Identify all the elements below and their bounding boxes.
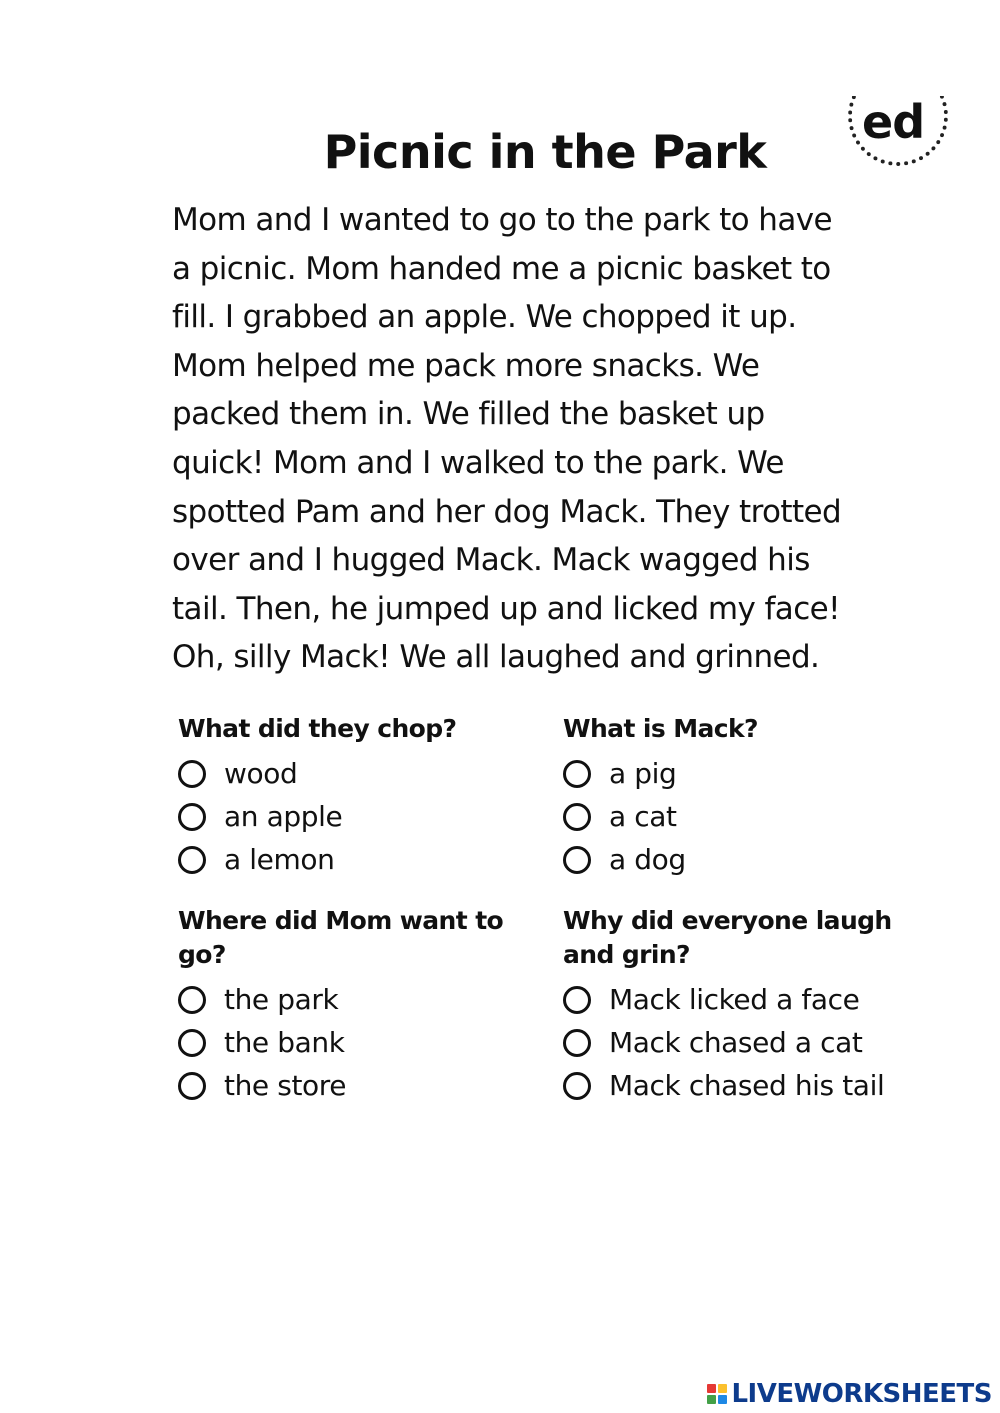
radio-circle-icon[interactable] bbox=[563, 1029, 591, 1057]
radio-circle-icon[interactable] bbox=[563, 846, 591, 874]
answer-option-an-apple[interactable] bbox=[178, 795, 538, 838]
option-label: a pig bbox=[609, 756, 677, 790]
radio-circle-icon[interactable] bbox=[178, 803, 206, 831]
option-label: Mack chased a cat bbox=[609, 1025, 863, 1059]
story-line: quick! Mom and I walked to the park. We bbox=[172, 444, 784, 481]
question-why-did-everyone-laugh bbox=[563, 904, 923, 1107]
radio-circle-icon[interactable] bbox=[178, 1029, 206, 1057]
answer-option-wood[interactable] bbox=[178, 752, 538, 795]
question-what-is-mack bbox=[563, 712, 923, 881]
answer-option-a-lemon[interactable] bbox=[178, 838, 538, 881]
radio-circle-icon[interactable] bbox=[178, 846, 206, 874]
option-label: the bank bbox=[224, 1025, 345, 1059]
option-label: Mack chased his tail bbox=[609, 1068, 885, 1102]
story-line: Mom and I wanted to go to the park to have bbox=[172, 202, 832, 238]
answer-option-a-cat[interactable] bbox=[563, 795, 923, 838]
story-line: fill. I grabbed an apple. We chopped it up. bbox=[172, 299, 797, 336]
option-label: a lemon bbox=[224, 842, 335, 876]
radio-circle-icon[interactable] bbox=[178, 1072, 206, 1100]
story-line: Mom helped me pack more snacks. We bbox=[172, 347, 760, 384]
question-text: Where did Mom want to go? bbox=[178, 906, 504, 969]
answer-option-mack-licked-a-face[interactable] bbox=[563, 978, 923, 1021]
option-label: the store bbox=[224, 1068, 347, 1102]
badge-label: ed bbox=[862, 96, 925, 149]
story-line: over and I hugged Mack. Mack wagged his bbox=[172, 542, 810, 579]
page-title: Picnic in the Park bbox=[323, 125, 767, 179]
answer-option-a-pig[interactable] bbox=[563, 752, 923, 795]
liveworksheets-logo bbox=[707, 1379, 992, 1409]
story-line: a picnic. Mom handed me a picnic basket to bbox=[172, 250, 831, 287]
answer-option-the-park[interactable] bbox=[178, 978, 538, 1021]
radio-circle-icon[interactable] bbox=[178, 760, 206, 788]
radio-circle-icon[interactable] bbox=[563, 1072, 591, 1100]
question-text: What is Mack? bbox=[563, 714, 758, 743]
answer-option-mack-chased-a-cat[interactable] bbox=[563, 1021, 923, 1064]
story-line: spotted Pam and her dog Mack. They trotted bbox=[172, 493, 842, 530]
answer-option-mack-chased-his-tail[interactable] bbox=[563, 1064, 923, 1107]
option-label: wood bbox=[224, 756, 298, 790]
story-line: Oh, silly Mack! We all laughed and grinned. bbox=[172, 639, 820, 676]
option-label: a cat bbox=[609, 799, 677, 833]
story-passage bbox=[172, 196, 932, 682]
radio-circle-icon[interactable] bbox=[563, 803, 591, 831]
question-what-did-they-chop bbox=[178, 712, 538, 881]
option-label: Mack licked a face bbox=[609, 982, 860, 1016]
answer-option-a-dog[interactable] bbox=[563, 838, 923, 881]
story-line: packed them in. We filled the basket up bbox=[172, 396, 765, 433]
question-text: What did they chop? bbox=[178, 714, 457, 743]
option-label: a dog bbox=[609, 842, 686, 876]
question-where-did-mom-want-to-go bbox=[178, 904, 538, 1107]
radio-circle-icon[interactable] bbox=[563, 760, 591, 788]
logo-text: LIVEWORKSHEETS bbox=[731, 1379, 992, 1409]
answer-option-the-bank[interactable] bbox=[178, 1021, 538, 1064]
logo-blocks-icon bbox=[707, 1384, 727, 1404]
story-line: tail. Then, he jumped up and licked my face! bbox=[172, 590, 840, 627]
option-label: the park bbox=[224, 982, 339, 1016]
radio-circle-icon[interactable] bbox=[178, 986, 206, 1014]
question-text: Why did everyone laugh and grin? bbox=[563, 906, 892, 969]
answer-option-the-store[interactable] bbox=[178, 1064, 538, 1107]
option-label: an apple bbox=[224, 799, 343, 833]
radio-circle-icon[interactable] bbox=[563, 986, 591, 1014]
